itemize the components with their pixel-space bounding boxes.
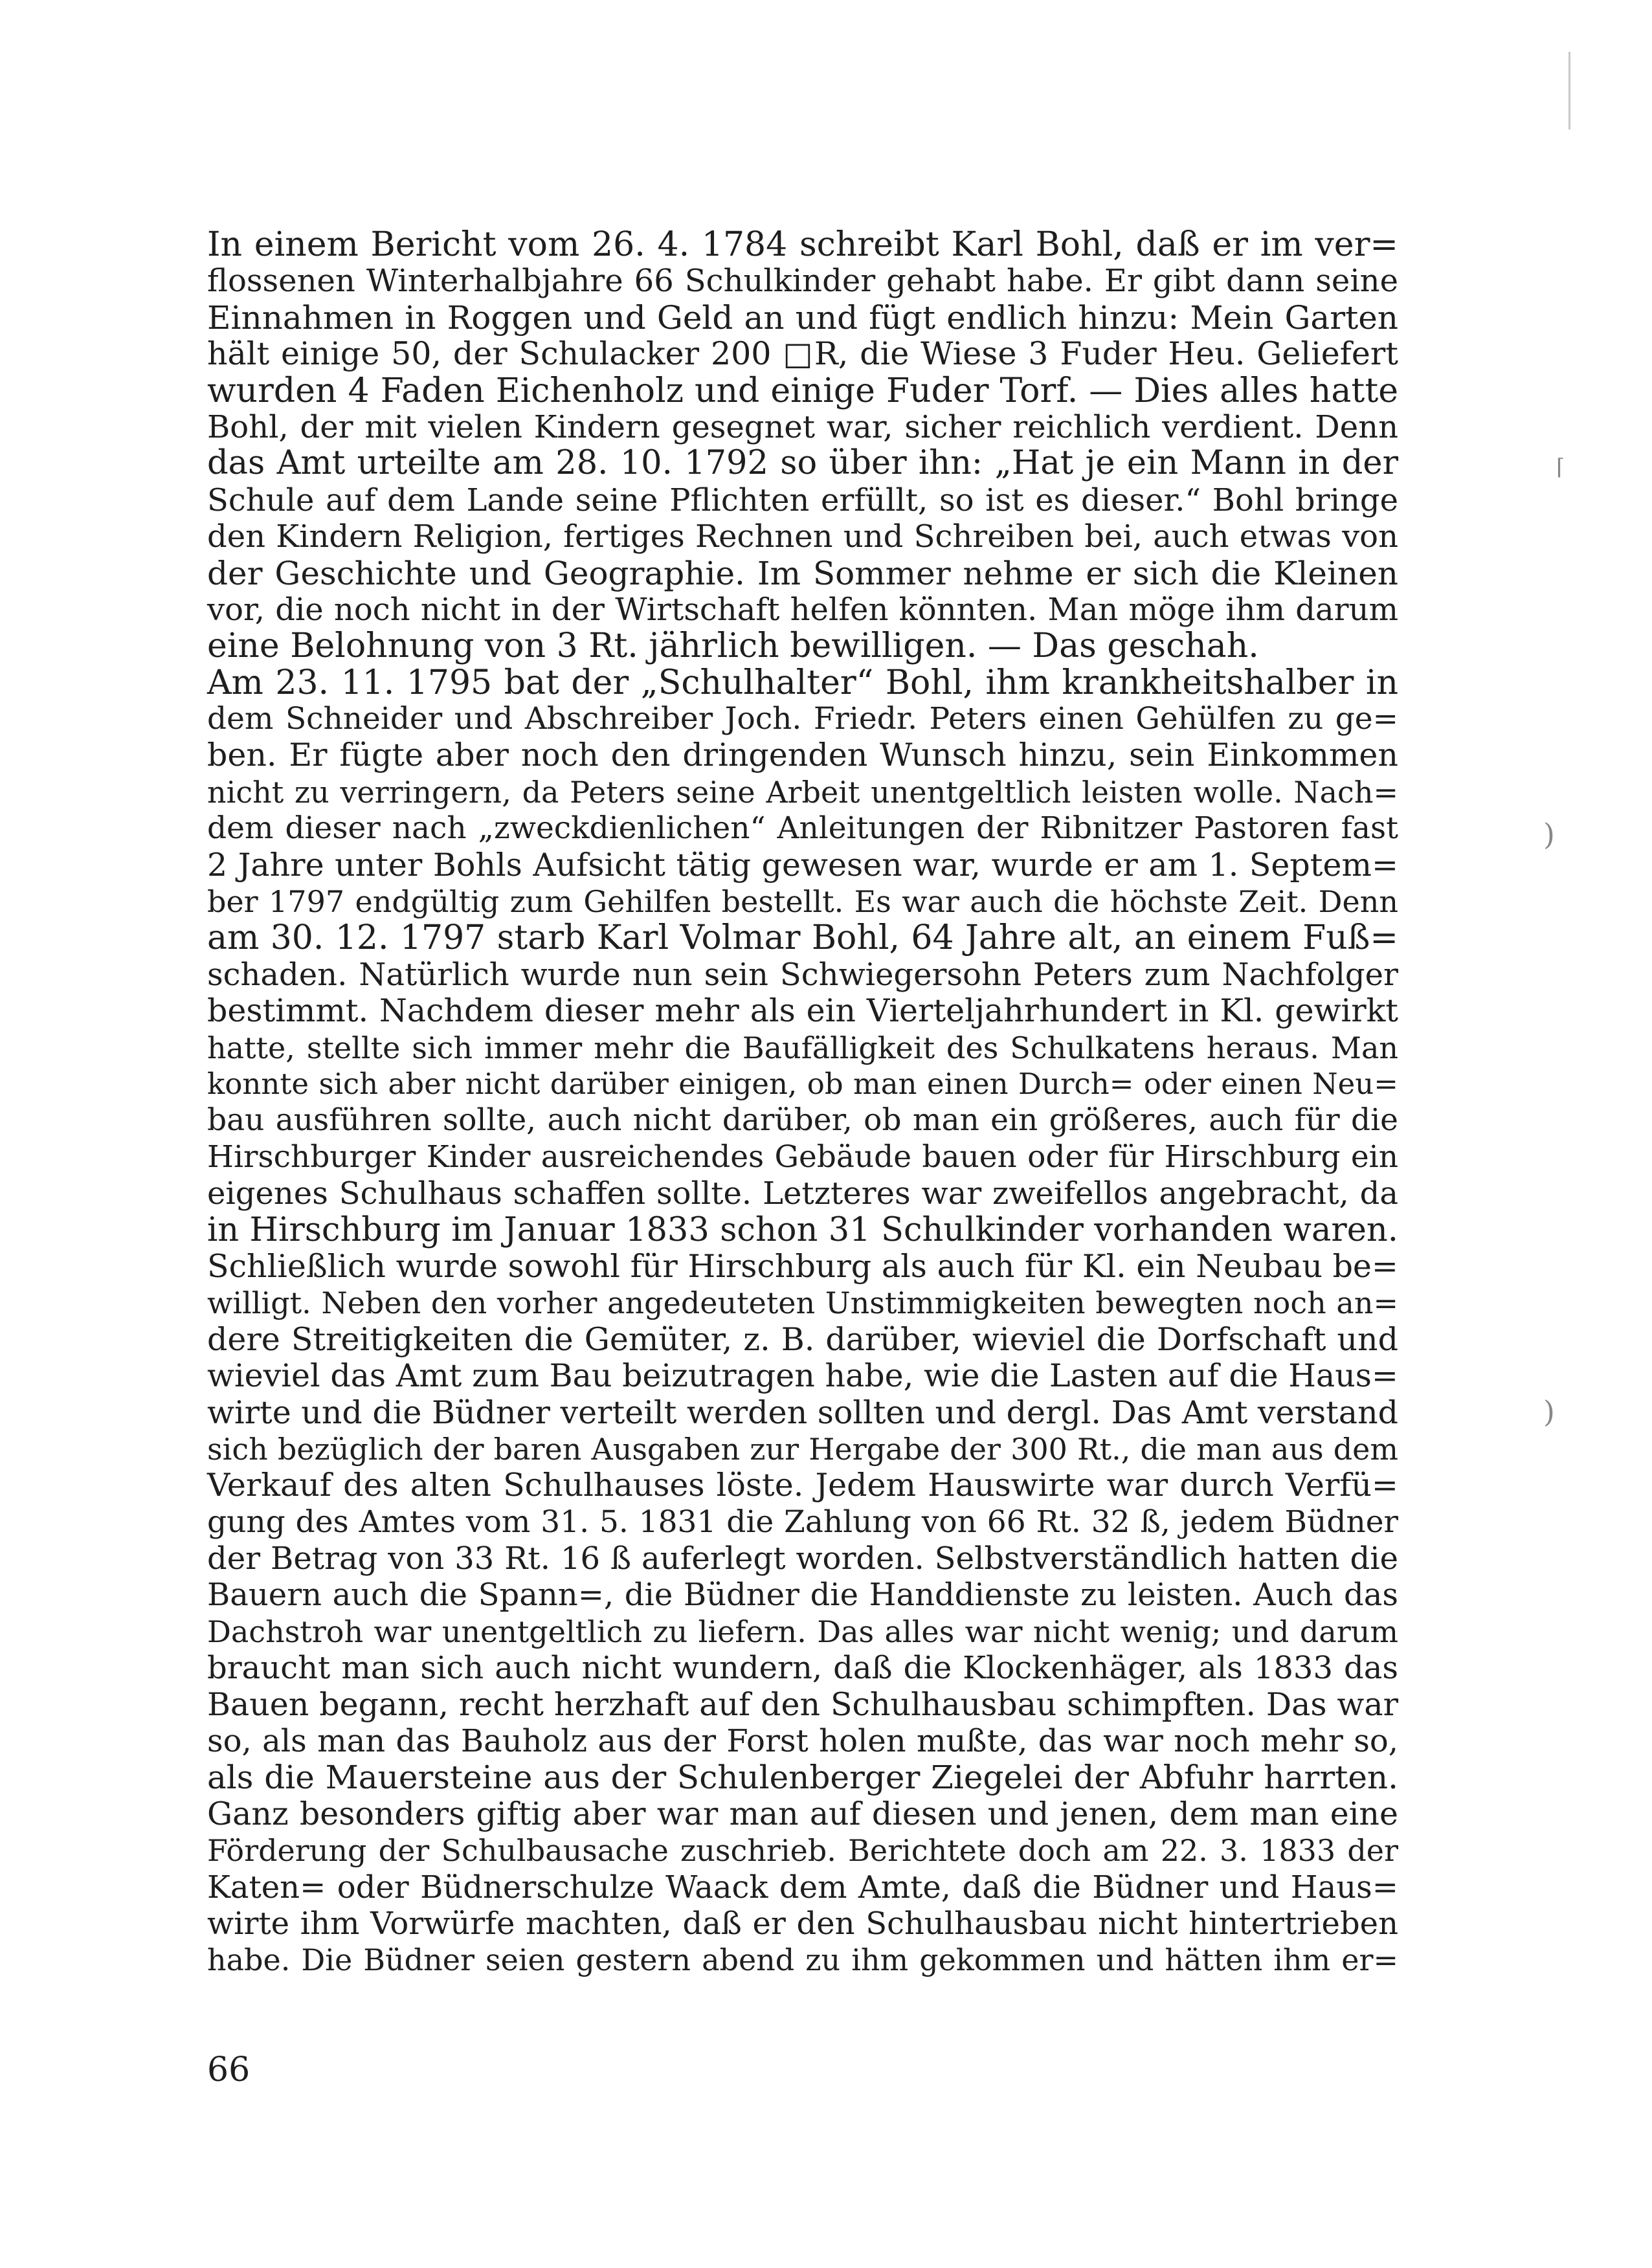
page-number: 66	[207, 2051, 251, 2089]
text-line: bau ausführen sollte, auch nicht darüber, ob man ein größeres, auch für die	[207, 1102, 1398, 1139]
margin-mark-1: ⌈	[1556, 454, 1565, 480]
text-line: Bohl, der mit vielen Kindern gesegnet war, sicher reichlich verdient. Denn	[207, 408, 1398, 445]
text-line: konnte sich aber nicht darüber einigen, ob man einen Durch= oder einen Neu=	[207, 1066, 1398, 1101]
text-line: der Geschichte und Geographie. Im Sommer nehme er sich die Kleinen	[207, 554, 1398, 592]
text-line: gung des Amtes vom 31. 5. 1831 die Zahlung von 66 Rt. 32 ß, jedem Büdner	[207, 1504, 1398, 1540]
margin-mark-2: )	[1543, 817, 1555, 852]
text-line: ben. Er fügte aber noch den dringenden Wunsch hinzu, sein Einkommen	[207, 737, 1398, 774]
text-line: nicht zu verringern, da Peters seine Arbeit unentgeltlich leisten wolle. Nach=	[207, 774, 1398, 810]
text-line: vor, die noch nicht in der Wirtschaft helfen könnten. Man möge ihm darum	[207, 591, 1398, 628]
text-line: hält einige 50, der Schulacker 200 □R, die Wiese 3 Fuder Heu. Geliefert	[207, 335, 1398, 373]
text-line: wieviel das Amt zum Bau beizutragen habe, wie die Lasten auf die Haus=	[207, 1357, 1398, 1395]
scan-edge-mark	[1568, 52, 1570, 129]
text-line: Verkauf des alten Schulhauses löste. Jedem Hauswirte war durch Verfü=	[207, 1467, 1398, 1504]
text-line: Einnahmen in Roggen und Geld an und fügt endlich hinzu: Mein Garten	[207, 298, 1398, 337]
text-line: Bauen begann, recht herzhaft auf den Schulhausbau schimpften. Das war	[207, 1685, 1398, 1723]
text-line: Schließlich wurde sowohl für Hirschburg als auch für Kl. ein Neubau be=	[207, 1247, 1398, 1285]
text-line: braucht man sich auch nicht wundern, daß die Klockenhäger, als 1833 das	[207, 1650, 1398, 1687]
text-line: Förderung der Schulbausache zuschrieb. Berichtete doch am 22. 3. 1833 der	[207, 1833, 1398, 1869]
text-line: am 30. 12. 1797 starb Karl Volmar Bohl, 64 Jahre alt, an einem Fuß=	[207, 918, 1398, 958]
text-line: In einem Bericht vom 26. 4. 1784 schreibt Karl Bohl, daß er im ver=	[207, 225, 1398, 264]
text-line: das Amt urteilte am 28. 10. 1792 so über ihn: „Hat je ein Mann in der	[207, 444, 1398, 483]
text-line: dem dieser nach „zweckdienlichen“ Anleitungen der Ribnitzer Pastoren fast	[207, 810, 1398, 847]
text-line: Hirschburger Kinder ausreichendes Gebäude bauen oder für Hirschburg ein	[207, 1139, 1398, 1175]
text-line: flossenen Winterhalbjahre 66 Schulkinder gehabt habe. Er gibt dann seine	[207, 263, 1398, 300]
text-line: der Betrag von 33 Rt. 16 ß auferlegt worden. Selbstverständlich hatten die	[207, 1540, 1398, 1577]
text-line: sich bezüglich der baren Ausgaben zur Hergabe der 300 Rt., die man aus dem	[207, 1431, 1398, 1467]
text-line: eine Belohnung von 3 Rt. jährlich bewilligen. — Das geschah.	[207, 627, 1259, 666]
text-line: dem Schneider und Abschreiber Joch. Friedr. Peters einen Gehülfen zu ge=	[207, 701, 1398, 737]
text-line: Dachstroh war unentgeltlich zu liefern. Das alles war nicht wenig; und darum	[207, 1614, 1398, 1649]
body-text	[207, 227, 1398, 1979]
text-line: willigt. Neben den vorher angedeuteten Unstimmigkeiten bewegten noch an=	[207, 1285, 1398, 1321]
text-line: schaden. Natürlich wurde nun sein Schwiegersohn Peters zum Nachfolger	[207, 956, 1398, 993]
text-line: Katen= oder Büdnerschulze Waack dem Amte, daß die Büdner und Haus=	[207, 1869, 1398, 1906]
text-line: ber 1797 endgültig zum Gehilfen bestellt. Es war auch die höchste Zeit. Denn	[207, 884, 1398, 920]
text-line: habe. Die Büdner seien gestern abend zu ihm gekommen und hätten ihm er=	[207, 1942, 1398, 1978]
text-line: als die Mauersteine aus der Schulenberger Ziegelei der Abfuhr harrten.	[207, 1759, 1398, 1797]
margin-mark-3: )	[1543, 1394, 1555, 1429]
text-line: Am 23. 11. 1795 bat der „Schulhalter“ Bohl, ihm krankheitshalber in	[207, 663, 1398, 702]
text-line: wirte und die Büdner verteilt werden sollten und dergl. Das Amt verstand	[207, 1394, 1398, 1431]
text-line: Bauern auch die Spann=, die Büdner die Handdienste zu leisten. Auch das	[207, 1577, 1398, 1614]
text-line: eigenes Schulhaus schaffen sollte. Letzteres war zweifellos angebracht, da	[207, 1175, 1398, 1212]
text-line: wurden 4 Faden Eichenholz und einige Fuder Torf. — Dies alles hatte	[207, 371, 1398, 410]
text-line: bestimmt. Nachdem dieser mehr als ein Vierteljahrhundert in Kl. gewirkt	[207, 992, 1398, 1030]
text-line: so, als man das Bauholz aus der Forst holen mußte, das war noch mehr so,	[207, 1723, 1398, 1760]
text-line: 2 Jahre unter Bohls Aufsicht tätig gewesen war, wurde er am 1. Septem=	[207, 846, 1398, 884]
text-line: den Kindern Religion, fertiges Rechnen und Schreiben bei, auch etwas von	[207, 518, 1398, 555]
text-line: dere Streitigkeiten die Gemüter, z. B. darüber, wieviel die Dorfschaft und	[207, 1320, 1398, 1358]
text-line: in Hirschburg im Januar 1833 schon 31 Schulkinder vorhanden waren.	[207, 1210, 1398, 1249]
text-line: Ganz besonders giftig aber war man auf diesen und jenen, dem man eine	[207, 1795, 1398, 1832]
text-line: Schule auf dem Lande seine Pflichten erfüllt, so ist es dieser.“ Bohl bringe	[207, 482, 1398, 518]
text-line: wirte ihm Vorwürfe machten, daß er den Schulhausbau nicht hintertrieben	[207, 1905, 1398, 1942]
text-line: hatte, stellte sich immer mehr die Baufälligkeit des Schulkatens heraus. Man	[207, 1030, 1398, 1065]
